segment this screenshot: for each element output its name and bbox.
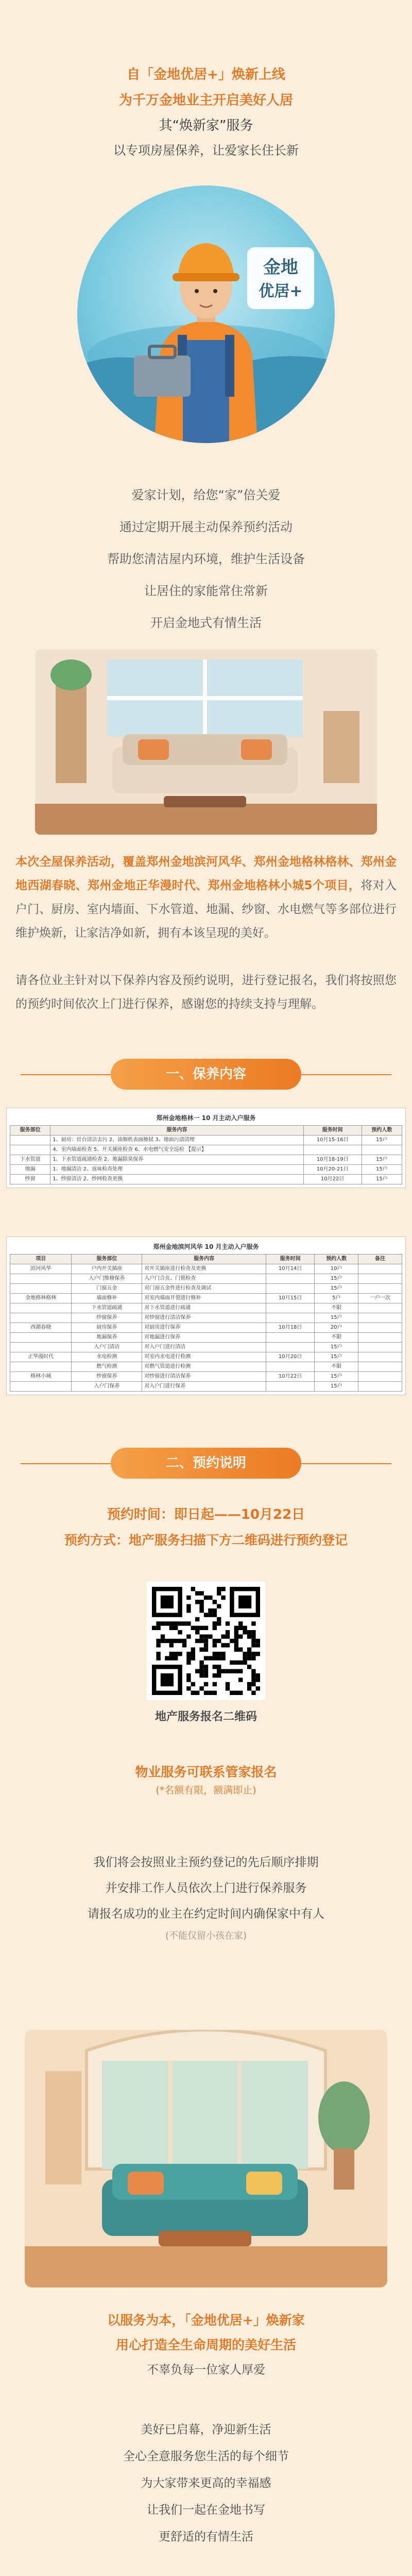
divider xyxy=(21,1074,111,1075)
schedule-line: 我们将会按照业主预约登记的先后顺序排期 xyxy=(93,1856,319,1869)
table-header: 服务时间 xyxy=(303,1126,362,1136)
table-row: 西湖春晓 厨房保养 对厨房进行保养 10月18日 20户 xyxy=(10,1323,402,1333)
table-row: 4、室内墙面检查 5、开关插座检查 6、水电燃气安全巡检 【提示】 xyxy=(10,1145,402,1155)
contact-note: (*名额有限，额满即止) xyxy=(156,1785,256,1796)
living-room-illustration-2 xyxy=(25,2030,387,2287)
activity-detail: 将对入户门、厨房、室内墙面、下水管道、地漏、纱窗、水电燃气等多部位进行维护焕新，让家洁净如新，拥有本该呈现的美好。 xyxy=(15,879,397,940)
intro-line-2: 为千万金地业主开启美好人居 xyxy=(118,93,293,108)
table-row: 地漏 1、地漏清洁 2、返味检查处理 10月20-21日 15户 xyxy=(10,1165,402,1175)
table-row: 地漏保养 对地漏进行保养 不限 xyxy=(10,1333,402,1343)
intro xyxy=(0,62,412,163)
table-row: 滨河风华 户内开关插座 对开关插座进行检查及更换 10月14日 10户 xyxy=(10,1264,402,1274)
hero-illustration xyxy=(77,185,335,443)
promise-text xyxy=(0,479,412,639)
table-row: 下水管道疏通 对下水管道进行疏通 不限 xyxy=(10,1303,402,1313)
table-header: 服务部位 xyxy=(72,1255,142,1264)
closing-text xyxy=(0,2308,412,2382)
worker-illustration xyxy=(77,185,335,443)
table-row: 入户门维修保养 入户门合页、门锁检查 15户 xyxy=(10,1274,402,1284)
activity-highlight: 本次全屋保养活动，覆盖郑州金地滨河风华、郑州金地格林格林、郑州金地西湖春晓、郑州金地正华漫时代、郑州金地格林小城5个项目， xyxy=(15,855,397,892)
table-row: 入户门保养 对入户门进行保养 15户 xyxy=(10,1382,402,1392)
sign-text-2: 优居+ xyxy=(259,282,303,300)
section-title-maintenance: 一、保养内容 xyxy=(111,1059,301,1090)
table-header: 预约人数 xyxy=(362,1126,402,1136)
contact-text: 物业服务可联系管家报名 xyxy=(135,1765,277,1780)
table-row: 燃气检测 对燃气管道进行检测 不限 xyxy=(10,1362,402,1372)
table-row: 下水管道 1、下水管道疏通检查 2、地漏除臭保养 10月18-19日 15户 xyxy=(10,1155,402,1165)
table-row: 入户门清洁 对入户门进行清洁 15户 xyxy=(10,1343,402,1352)
promise-line: 帮助您清洁屋内环境，维护生活设备 xyxy=(107,552,305,566)
request-paragraph: 请各位业主针对以下保养内容及预约说明，进行登记报名，我们将按照您的预约时间依次上门进行保养，感谢您的持续支持与理解。 xyxy=(15,974,397,1011)
promise-line: 让居住的家能常住常新 xyxy=(144,584,268,598)
closing-line-3: 不辜负每一位家人厚爱 xyxy=(147,2363,265,2377)
living-room-illustration xyxy=(35,649,377,835)
maintenance-table-1 xyxy=(6,1108,406,1188)
ending-line: 为大家带来更高的幸福感 xyxy=(141,2477,271,2490)
table-header: 服务内容 xyxy=(50,1126,303,1136)
booking-time: 预约时间：即日起——10月22日 xyxy=(107,1507,305,1522)
intro-line-3: 其“焕新家”服务 xyxy=(159,118,253,133)
schedule-line: 请报名成功的业主在约定时间内确保家中有人 xyxy=(88,1907,324,1921)
ending-text xyxy=(0,2416,412,2550)
ending-line: 美好已启幕，净迎新生活 xyxy=(141,2423,271,2436)
table-title: 郑州金地格林一 10 月主动入户服务 xyxy=(156,1114,256,1122)
promise-line: 爱家计划，给您“家”倍关爱 xyxy=(131,488,281,502)
schedule-note: (不能仅留小孩在家) xyxy=(165,1930,247,1941)
promise-line: 通过定期开展主动保养预约活动 xyxy=(119,520,293,534)
ending-line: 全心全意服务您生活的每个细节 xyxy=(123,2450,289,2463)
qr-code[interactable] xyxy=(147,1582,265,1700)
section-title-booking: 二、预约说明 xyxy=(111,1448,301,1479)
schedule-line: 并安排工作人员依次上门进行保养服务 xyxy=(105,1882,307,1895)
qr-caption: 地产服务报名二维码 xyxy=(154,1710,257,1723)
promise-line: 开启金地式有情生活 xyxy=(150,616,262,630)
intro-line-4: 以专项房屋保养，让爱家长住长新 xyxy=(113,143,299,158)
maintenance-table-2 xyxy=(6,1236,406,1395)
sign-text-1: 金地 xyxy=(263,257,298,278)
intro-line-1: 自「金地优居+」焕新上线 xyxy=(127,67,285,82)
divider xyxy=(301,1074,391,1075)
ending-line: 更舒适的有情生活 xyxy=(159,2530,253,2544)
table-row: 纱窗 1、纱窗清洁 2、纱网检查更换 10月22日 15户 xyxy=(10,1175,402,1184)
table-row: 格林小城 纱窗保养 对纱窗进行清洁保养 10月22日 15户 xyxy=(10,1372,402,1382)
closing-line-1: 以服务为本，「金地优居+」焕新家 xyxy=(107,2313,305,2328)
activity-paragraph xyxy=(15,850,397,945)
divider xyxy=(21,1463,111,1464)
qr-code-icon xyxy=(147,1582,265,1700)
table-row: 门窗五金 对门窗五金件进行检查及调试 15户 xyxy=(10,1284,402,1294)
ending-line: 让我们一起在金地书写 xyxy=(147,2503,265,2517)
table-header: 项目 xyxy=(10,1255,72,1264)
table-row: 正华漫时代 水电检测 对室内水电进行检测 10月20日 15户 xyxy=(10,1352,402,1362)
table-row: 1、厨房：灶台清洁去污 2、油烟机表面擦拭 3、地面污渍清理 10月15-16日 15户 xyxy=(10,1136,402,1145)
table-header: 服务内容 xyxy=(142,1255,266,1264)
closing-line-2: 用心打造全生命周期的美好生活 xyxy=(115,2337,296,2352)
table-header: 服务时间 xyxy=(266,1255,314,1264)
table-header: 备注 xyxy=(358,1255,402,1264)
booking-method: 预约方式：地产服务扫描下方二维码进行预约登记 xyxy=(64,1533,348,1548)
table-header: 服务部位 xyxy=(10,1126,50,1136)
divider xyxy=(301,1463,391,1464)
table-header: 预约人数 xyxy=(315,1255,358,1264)
table-title: 郑州金地滨河风华 10 月主动入户服务 xyxy=(153,1243,259,1250)
table-row: 纱窗保养 对纱窗进行清洁保养 15户 xyxy=(10,1313,402,1323)
schedule-text xyxy=(0,1850,412,1945)
table-row: 金地格林格林 墙面修补 对室内墙面开裂进行修补 10月15日 5户 一户一次 xyxy=(10,1294,402,1303)
